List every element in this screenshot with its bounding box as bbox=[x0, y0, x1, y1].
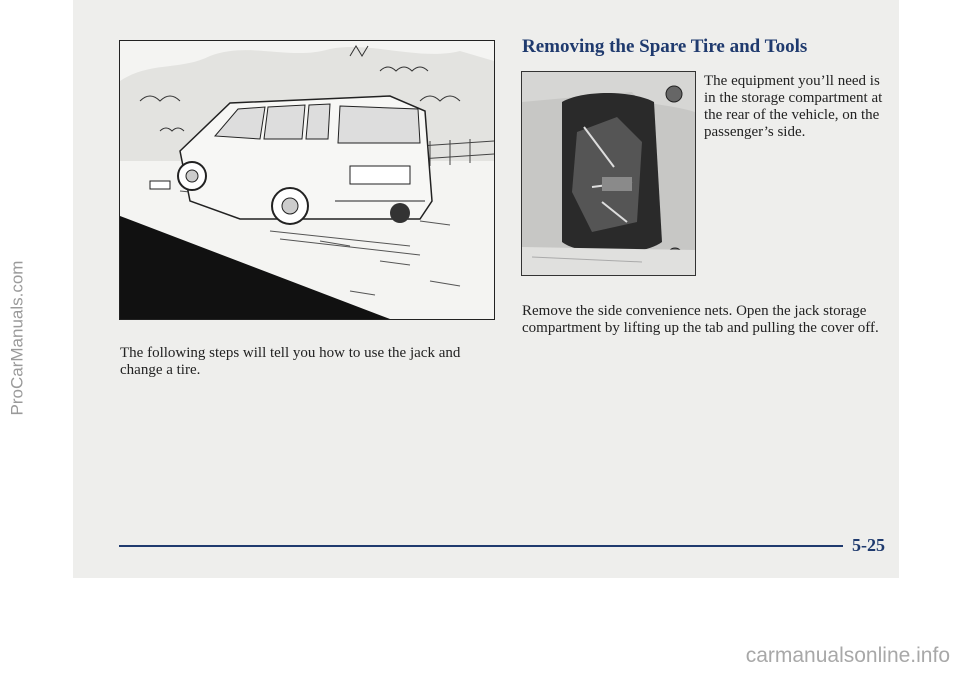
van-on-slope-illustration bbox=[119, 40, 495, 320]
equipment-location-text: The equipment you’ll need is in the storage compartment at the rear of the vehicle, on the passenger’s side. bbox=[704, 73, 883, 140]
storage-compartment-photo bbox=[521, 71, 696, 276]
page-number: 5-25 bbox=[852, 535, 885, 555]
bottom-watermark: carmanualsonline.info bbox=[745, 644, 950, 667]
side-watermark-text: ProCarManuals.com bbox=[7, 260, 27, 416]
section-heading: Removing the Spare Tire and Tools bbox=[522, 36, 808, 57]
side-watermark bbox=[4, 0, 30, 676]
remove-nets-instruction: Remove the side convenience nets. Open the jack storage compartment by lifting up the tab and pulling the cover off. bbox=[522, 303, 879, 336]
steps-intro-text: The following steps will tell you how to use the jack and change a tire. bbox=[120, 345, 461, 378]
footer-rule bbox=[119, 545, 843, 547]
